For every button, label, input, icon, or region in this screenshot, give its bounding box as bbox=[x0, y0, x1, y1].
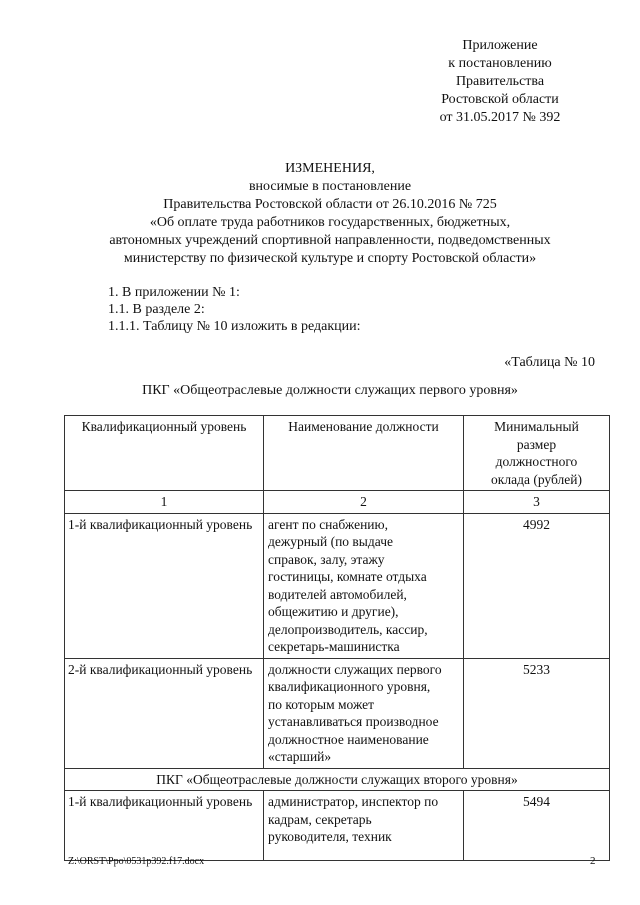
position-line: общежитию и другие), bbox=[268, 604, 399, 619]
header-position: Наименование должности bbox=[264, 416, 464, 491]
item-line: 1.1.1. Таблицу № 10 изложить в редакции: bbox=[108, 319, 361, 334]
appendix-line: от 31.05.2017 № 392 bbox=[439, 110, 561, 125]
pkg2-title: ПКГ «Общеотраслевые должности служащих второго уровня» bbox=[65, 768, 610, 791]
position-line: «старший» bbox=[268, 749, 332, 764]
cell-position bbox=[264, 513, 464, 658]
table-row bbox=[65, 513, 610, 658]
changes-heading bbox=[40, 160, 620, 268]
column-number: 3 bbox=[464, 491, 610, 514]
header-salary-line: Минимальный bbox=[494, 419, 579, 434]
position-line: должности служащих первого bbox=[268, 661, 442, 677]
header-level: Квалификационный уровень bbox=[65, 416, 264, 491]
position-line: устанавливаться производное bbox=[268, 714, 439, 729]
cell-level: 2-й квалификационный уровень bbox=[65, 658, 264, 768]
changes-line: автономных учреждений спортивной направленности, подведомственных bbox=[109, 233, 551, 248]
footer-file-path: Z:\ORST\Ppo\0531p392.f17.docx bbox=[68, 856, 205, 867]
cell-position bbox=[264, 791, 464, 861]
header-row bbox=[65, 416, 610, 491]
position-line: по которым может bbox=[268, 696, 375, 712]
changes-line: «Об оплате труда работников государственных, бюджетных, bbox=[149, 215, 511, 230]
appendix-line: Приложение bbox=[462, 38, 538, 53]
item-line: 1. В приложении № 1: bbox=[108, 285, 240, 300]
changes-line: вносимые в постановление bbox=[248, 179, 412, 194]
pkg1-title: ПКГ «Общеотраслевые должности служащих первого уровня» bbox=[142, 383, 518, 398]
position-line: администратор, инспектор по bbox=[268, 794, 439, 809]
position-line: справок, залу, этажу bbox=[268, 551, 385, 567]
position-line: кадрам, секретарь bbox=[268, 811, 372, 827]
appendix-line: к постановлению bbox=[448, 56, 552, 71]
position-line: агент по снабжению, bbox=[268, 516, 388, 532]
cell-position bbox=[264, 658, 464, 768]
changes-title: ИЗМЕНЕНИЯ, bbox=[285, 161, 375, 176]
position-line: квалификационного уровня, bbox=[268, 679, 431, 694]
table-row bbox=[65, 791, 610, 861]
cell-level: 1-й квалификационный уровень bbox=[65, 513, 264, 658]
cell-level: 1-й квалификационный уровень bbox=[65, 791, 264, 861]
table-caption: «Таблица № 10 bbox=[504, 355, 595, 370]
cell-salary: 5494 bbox=[464, 791, 610, 861]
changes-line: Правительства Ростовской области от 26.10.2016 № 725 bbox=[163, 197, 497, 212]
position-line: делопроизводитель, кассир, bbox=[268, 621, 428, 637]
appendix-line: Ростовской области bbox=[441, 92, 559, 107]
header-salary-line: размер bbox=[516, 436, 557, 452]
appendix-block bbox=[390, 37, 610, 127]
position-line: секретарь-машинистка bbox=[268, 639, 400, 654]
column-number: 1 bbox=[65, 491, 264, 514]
page-number: 2 bbox=[590, 855, 596, 867]
column-number: 2 bbox=[264, 491, 464, 514]
item-line: 1.1. В разделе 2: bbox=[108, 302, 205, 317]
header-salary-line: должностного bbox=[495, 454, 578, 469]
cell-salary: 5233 bbox=[464, 658, 610, 768]
header-salary bbox=[464, 416, 610, 491]
column-number-row bbox=[65, 491, 610, 514]
cell-salary: 4992 bbox=[464, 513, 610, 658]
salary-table bbox=[64, 415, 610, 861]
position-line: дежурный (по выдаче bbox=[268, 534, 393, 549]
position-line: должностное наименование bbox=[268, 731, 429, 747]
items-list bbox=[108, 284, 361, 335]
position-line: руководителя, техник bbox=[268, 829, 392, 844]
header-salary-line: оклада (рублей) bbox=[491, 471, 582, 487]
appendix-line: Правительства bbox=[455, 74, 545, 89]
position-line: водителей автомобилей, bbox=[268, 586, 407, 602]
group-title-row bbox=[65, 768, 610, 791]
position-line: гостиницы, комнате отдыха bbox=[268, 569, 427, 584]
table-row bbox=[65, 658, 610, 768]
changes-line: министерству по физической культуре и спорту Ростовской области» bbox=[123, 251, 537, 266]
